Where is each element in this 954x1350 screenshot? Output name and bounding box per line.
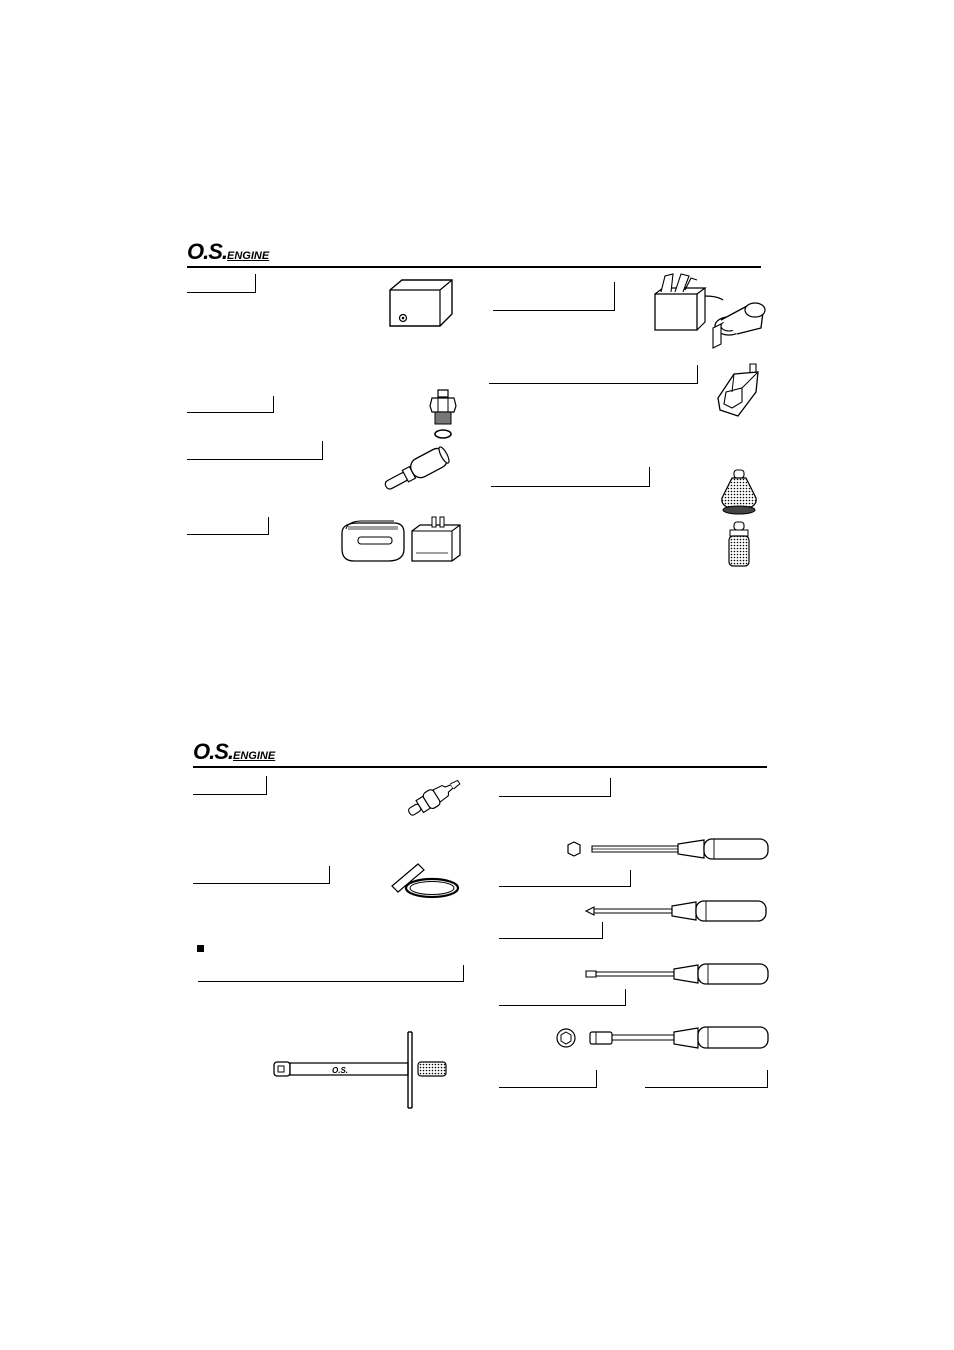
- label-line-charger: [187, 517, 269, 535]
- logo-main: O.S.: [193, 739, 234, 764]
- label-line-socket-driver-size: [645, 1070, 768, 1088]
- universal-wrench-illustration: [272, 1030, 452, 1110]
- label-line-universal-wrench: [198, 965, 464, 982]
- glow-plug-clip-illustration: [405, 777, 465, 817]
- header-rule-top: [187, 266, 761, 268]
- label-line-glow-plug: [187, 396, 274, 413]
- label-line-battery: [187, 274, 256, 293]
- label-line-plug-heater: [187, 441, 323, 460]
- charger-illustration: [336, 515, 466, 567]
- label-line-fuel-pump: [489, 365, 698, 384]
- label-line-phillips-screwdriver: [499, 922, 603, 939]
- battery-illustration: [386, 276, 458, 332]
- hex-screwdriver-illustration: [564, 836, 772, 864]
- label-line-socket-driver: [499, 1070, 597, 1088]
- os-engine-logo-top: [187, 239, 269, 265]
- label-line-glow-plug-clip: [193, 776, 267, 795]
- fuel-filter-illustration: [718, 466, 762, 570]
- os-engine-logo-bottom: [193, 739, 275, 765]
- label-line-starter-set: [493, 282, 615, 311]
- socket-screwdriver-illustration: [554, 1024, 772, 1052]
- section-bullet-square: [197, 945, 204, 952]
- logo-main: O.S.: [187, 239, 228, 264]
- phillips-screwdriver-illustration: [584, 899, 770, 923]
- starter-set-illustration: [651, 270, 773, 350]
- plug-wrench-illustration: [388, 856, 464, 904]
- glow-plug-illustration: [424, 388, 464, 442]
- plug-heater-illustration: [382, 445, 454, 495]
- label-line-plug-wrench: [193, 866, 330, 884]
- label-line-fuel-filter: [491, 467, 650, 487]
- logo-sub: ENGINE: [233, 750, 276, 762]
- label-line-flat-screwdriver: [499, 989, 626, 1006]
- label-line-hex-screwdriver: [499, 870, 631, 887]
- label-line-tool-set: [499, 778, 611, 797]
- handle-logo-text: O.S.: [332, 1066, 349, 1075]
- header-rule-bottom: [193, 766, 767, 768]
- flat-screwdriver-illustration: [584, 962, 770, 986]
- logo-sub: ENGINE: [227, 250, 270, 262]
- fuel-pump-illustration: [712, 362, 764, 420]
